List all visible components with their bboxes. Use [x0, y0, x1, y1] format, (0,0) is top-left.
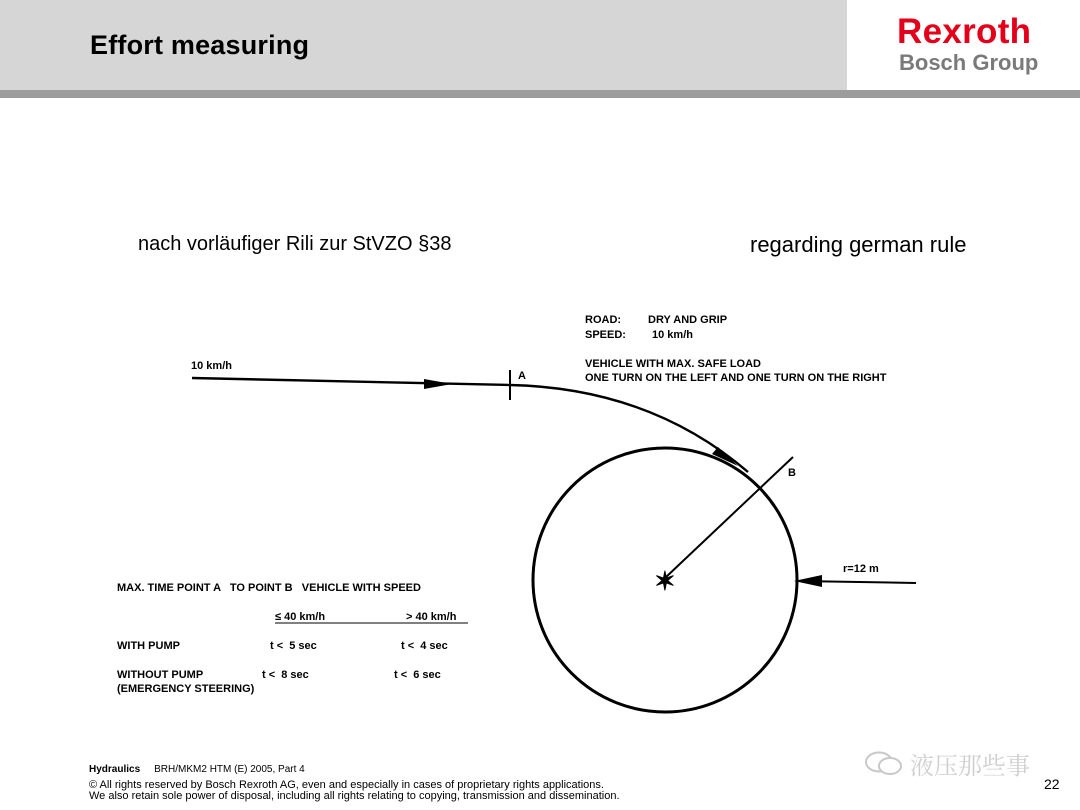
subtitle-german: nach vorläufiger Rili zur StVZO §38	[138, 233, 452, 255]
vehicle-condition: VEHICLE WITH MAX. SAFE LOAD	[585, 358, 761, 370]
logo-subtitle: Bosch Group	[899, 50, 1039, 75]
footer-copyright	[89, 780, 620, 802]
table-heading: MAX. TIME POINT A TO POINT B VEHICLE WITH SPEED	[117, 582, 421, 594]
row-with-pump-low: t < 5 sec	[270, 640, 317, 652]
col-header-high-speed: > 40 km/h	[406, 611, 457, 623]
copyright-line-2: We also retain sole power of disposal, including all rights relating to copying, transmission and dissemination.	[89, 790, 620, 802]
road-label: ROAD:	[585, 314, 622, 326]
page-number: 22	[1044, 776, 1060, 792]
row-without-pump-low: t < 8 sec	[262, 669, 309, 681]
emergency-steering-note: (EMERGENCY STEERING)	[117, 683, 255, 695]
point-b-label: B	[788, 467, 796, 479]
row-without-pump-high: t < 6 sec	[394, 669, 441, 681]
watermark-text: 液压那些事	[910, 752, 1030, 780]
point-a-label: A	[518, 370, 526, 382]
approach-path	[192, 378, 510, 385]
speed-marker-label: 10 km/h	[191, 360, 232, 372]
road-value: DRY AND GRIP	[648, 314, 728, 326]
wechat-icon	[864, 751, 904, 777]
footer-dept: Hydraulics	[89, 764, 141, 775]
footer-ref: BRH/MKM2 HTM (E) 2005, Part 4	[154, 764, 305, 775]
footer-reference	[89, 764, 305, 775]
row-without-pump-label: WITHOUT PUMP	[117, 669, 204, 681]
radius-label: r=12 m	[843, 563, 879, 575]
turns-condition: ONE TURN ON THE LEFT AND ONE TURN ON THE RIGHT	[585, 372, 887, 384]
logo-wordmark: Rexroth	[897, 12, 1032, 51]
col-header-low-speed: ≤ 40 km/h	[275, 611, 326, 623]
subtitle-english: regarding german rule	[750, 232, 967, 257]
entry-curve	[510, 385, 748, 472]
radius-line	[665, 457, 793, 578]
speed-value: 10 km/h	[652, 329, 693, 341]
row-with-pump-label: WITH PUMP	[117, 640, 180, 652]
approach-arrow	[424, 379, 452, 389]
page-title: Effort measuring	[90, 30, 310, 60]
row-with-pump-high: t < 4 sec	[401, 640, 448, 652]
center-star-icon: ✶	[654, 566, 676, 596]
copyright-line-1: © All rights reserved by Bosch Rexroth AG, even and especially in cases of proprietary rights applications.	[89, 779, 604, 791]
speed-label: SPEED:	[585, 329, 626, 341]
